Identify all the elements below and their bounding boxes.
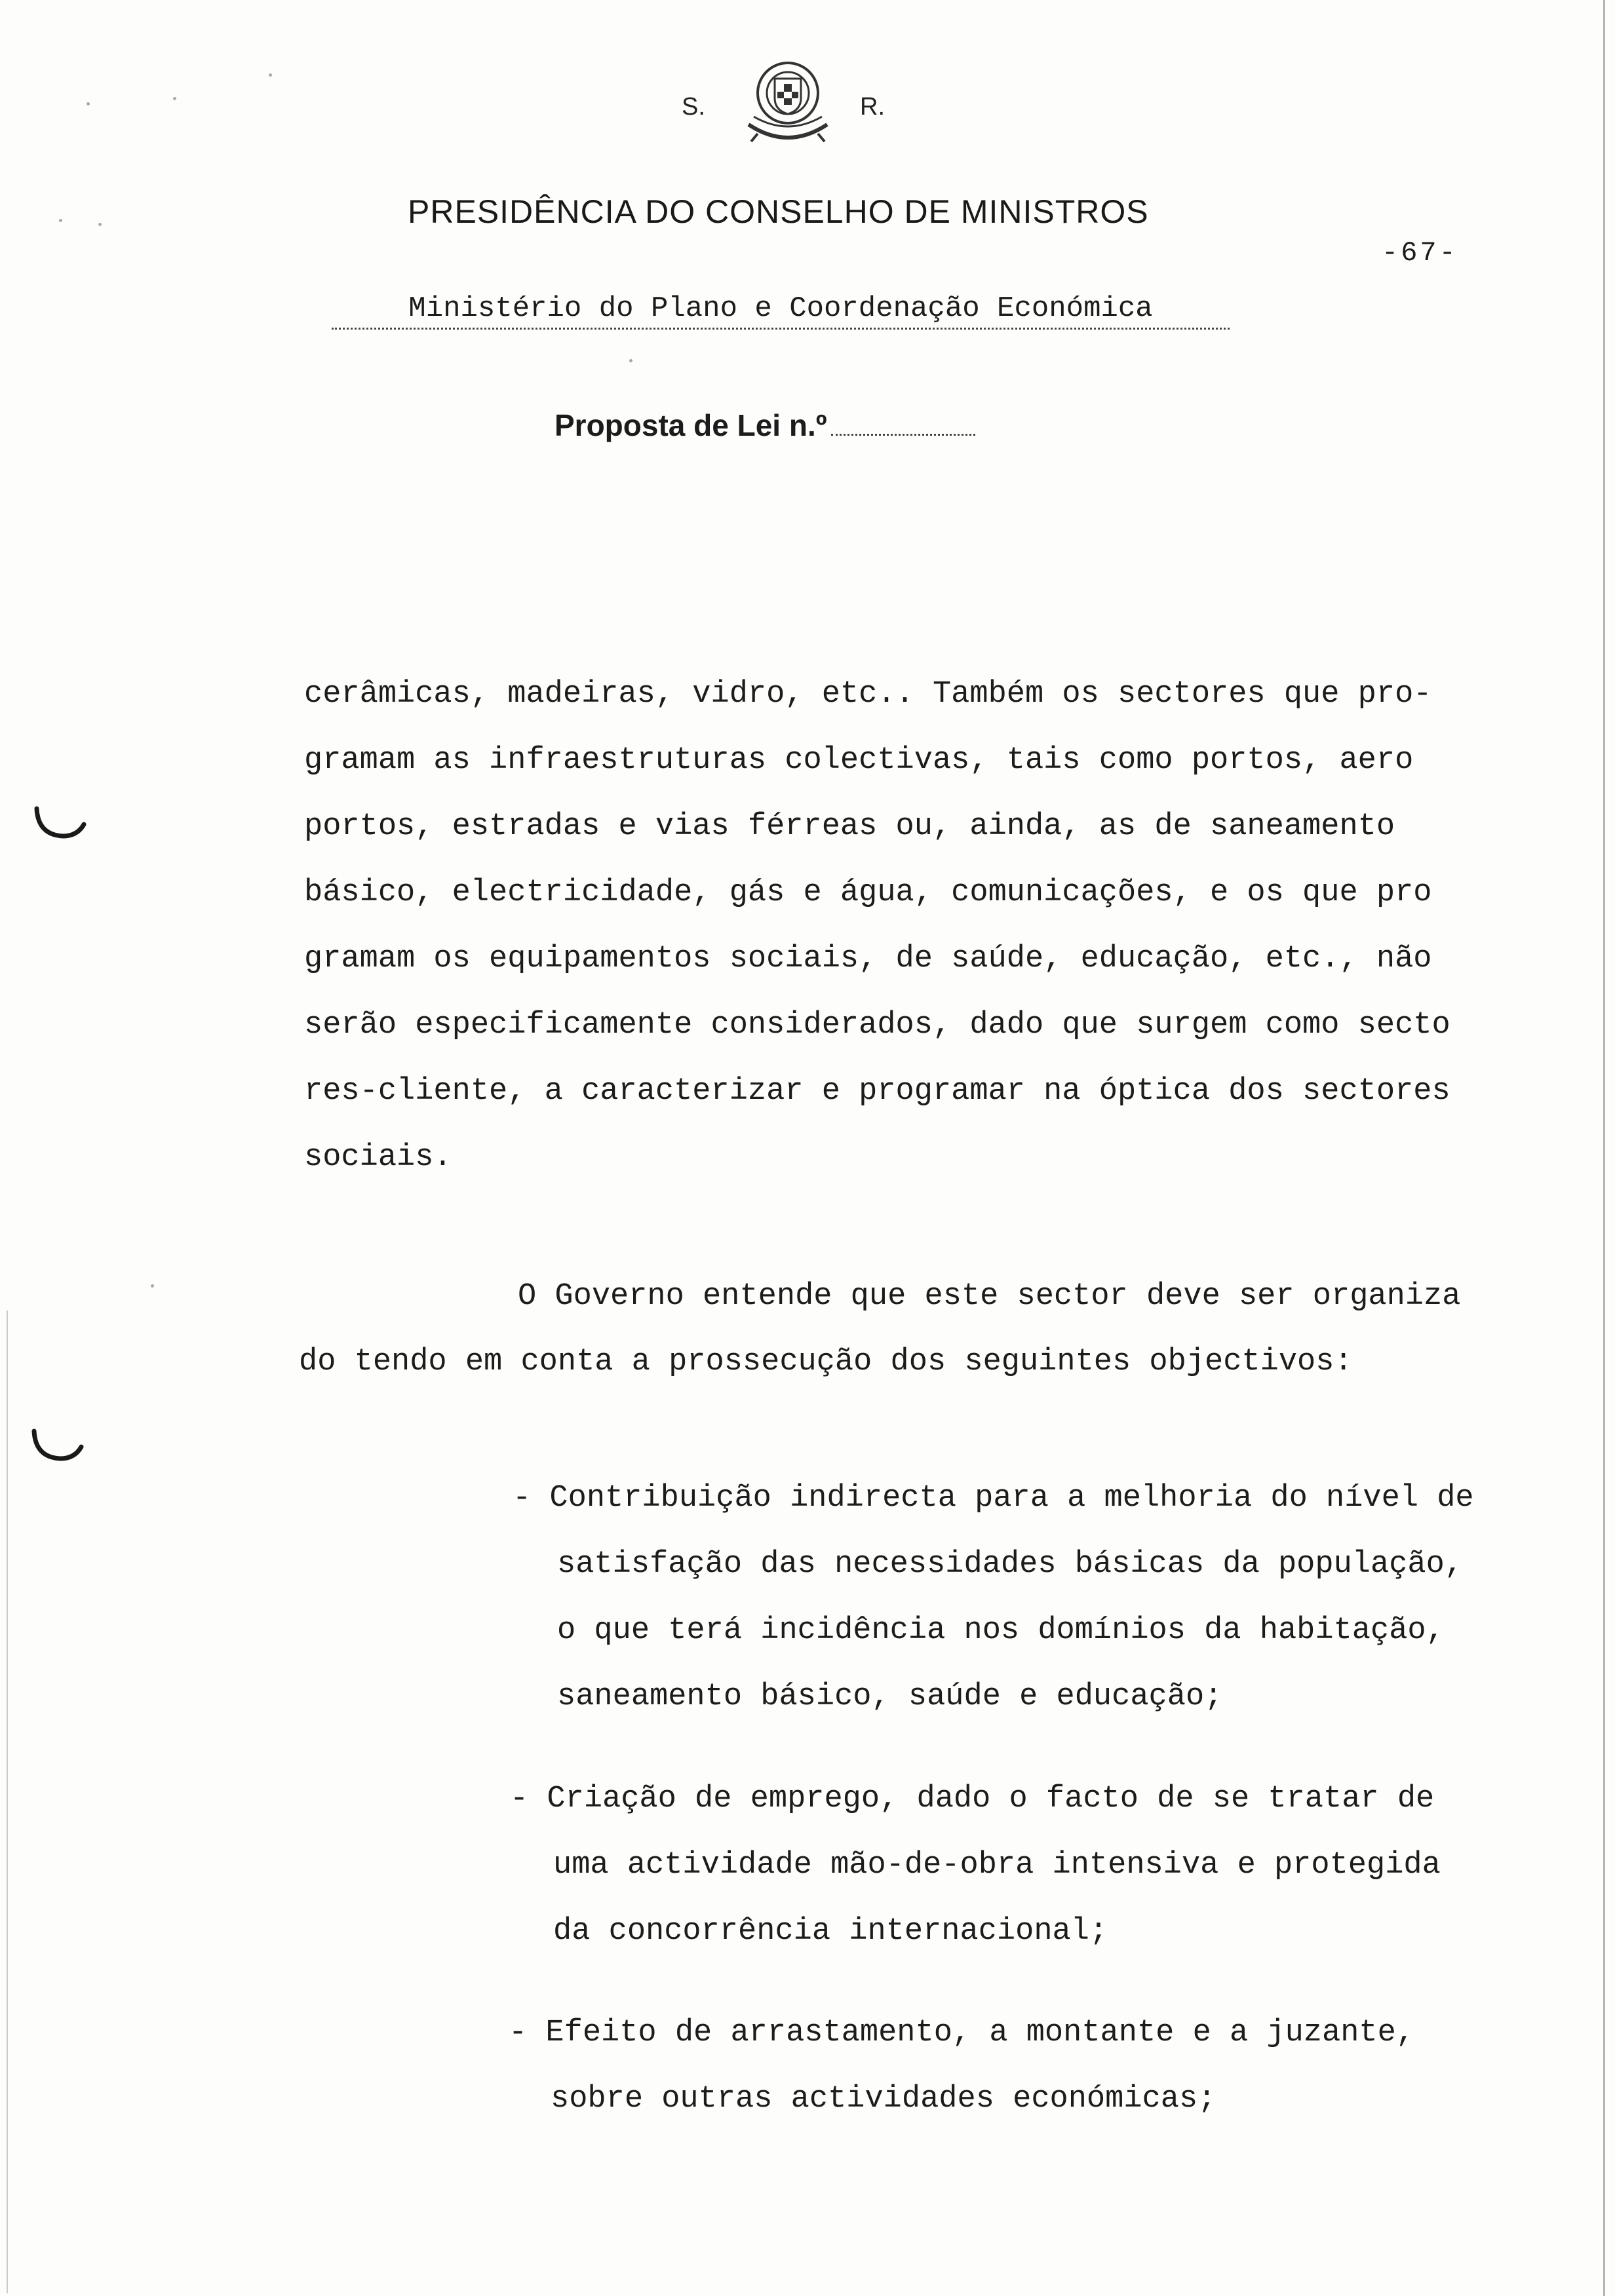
paragraph1-line: cerâmicas, madeiras, vidro, etc.. Também os sectores que pro-: [304, 677, 1432, 712]
bullet1-line: o que terá incidência nos domínios da habitação,: [557, 1613, 1445, 1648]
page-edge-rule-left: [7, 1311, 8, 2293]
bullet1-line: saneamento básico, saúde e educação;: [557, 1679, 1223, 1714]
proposal-line: [555, 408, 975, 443]
paragraph1-line: básico, electricidade, gás e água, comunicações, e os que pro: [304, 875, 1432, 910]
bullet3-line: - Efeito de arrastamento, a montante e a juzante,: [509, 2016, 1415, 2050]
paragraph1-line: res-cliente, a caracterizar e programar na óptica dos sectores: [304, 1074, 1450, 1109]
letterhead-s: S.: [682, 93, 705, 121]
scan-speck: [173, 97, 176, 100]
paragraph1-line: gramam os equipamentos sociais, de saúde, educação, etc., não: [304, 942, 1432, 976]
letterhead-r: R.: [860, 93, 885, 121]
proposal-number-blank: [831, 434, 975, 436]
binding-hook-icon: [31, 805, 88, 844]
bullet1-line: - Contribuição indirecta para a melhoria do nível de: [513, 1481, 1474, 1516]
coat-of-arms-seal-icon: [729, 52, 847, 157]
bullet3-line: sobre outras actividades económicas;: [551, 2082, 1216, 2116]
ministry-heading: Ministério do Plano e Coordenação Económica: [332, 292, 1230, 330]
paragraph1-line: sociais.: [304, 1140, 452, 1175]
page-number: -67-: [1382, 237, 1458, 269]
paragraph2-line: do tendo em conta a prossecução dos seguintes objectivos:: [299, 1345, 1353, 1379]
bullet2-line: da concorrência internacional;: [553, 1914, 1108, 1949]
bullet1-line: satisfação das necessidades básicas da população,: [557, 1547, 1464, 1582]
bullet2-line: uma actividade mão-de-obra intensiva e protegida: [553, 1848, 1441, 1883]
paragraph1-line: portos, estradas e vias férreas ou, ainda, as de saneamento: [304, 809, 1395, 844]
scan-speck: [98, 223, 102, 226]
scan-speck: [87, 102, 90, 105]
scan-speck: [59, 219, 62, 222]
binding-hook-icon: [29, 1427, 85, 1466]
proposal-label: Proposta de Lei n.º: [555, 408, 827, 442]
scan-speck: [151, 1284, 154, 1288]
paragraph1-line: serão especificamente considerados, dado que surgem como secto: [304, 1008, 1450, 1043]
paragraph2-line: O Governo entende que este sector deve ser organiza: [518, 1279, 1461, 1314]
page-edge-rule: [1603, 0, 1605, 2296]
bullet2-line: - Criação de emprego, dado o facto de se tratar de: [510, 1782, 1435, 1816]
scan-speck: [269, 73, 272, 77]
scan-speck: [629, 359, 632, 362]
paragraph1-line: gramam as infraestruturas colectivas, tais como portos, aero: [304, 743, 1414, 778]
presidency-heading: PRESIDÊNCIA DO CONSELHO DE MINISTROS: [408, 193, 1149, 230]
